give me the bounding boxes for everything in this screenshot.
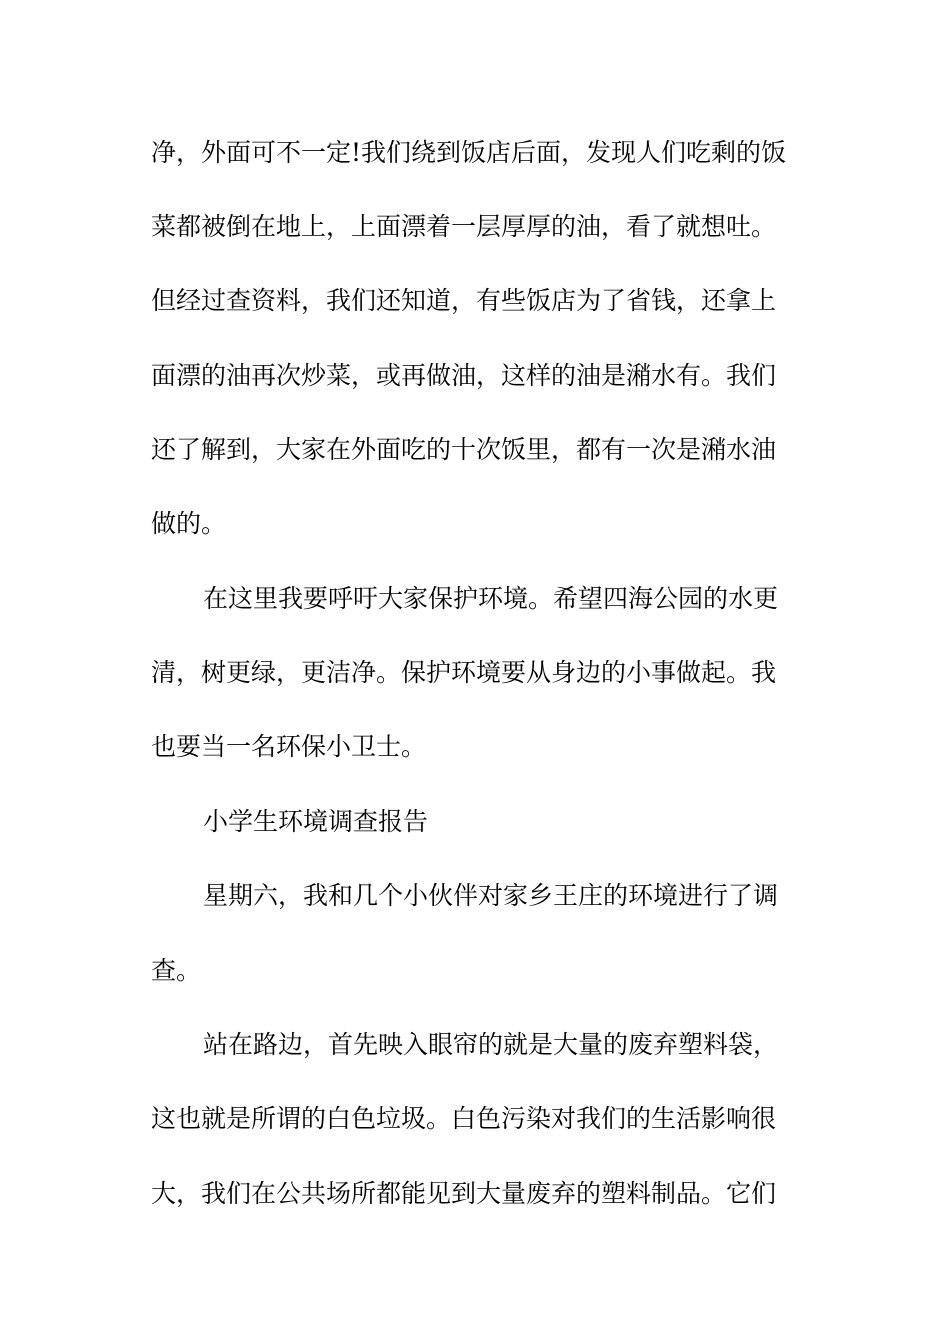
text-line: 菜都被倒在地上，上面漂着一层厚厚的油，看了就想吐。 xyxy=(151,212,777,241)
section-heading: 小学生环境调查报告 xyxy=(203,807,429,836)
text-line: 大，我们在公共场所都能见到大量废弃的塑料制品。它们 xyxy=(151,1179,777,1208)
paragraph-first-line: 在这里我要呼吁大家保护环境。希望四海公园的水更 xyxy=(203,584,779,613)
text-line: 也要当一名环保小卫士。 xyxy=(151,732,427,761)
text-line: 查。 xyxy=(151,956,202,985)
text-line: 还了解到，大家在外面吃的十次饭里，都有一次是潲水油 xyxy=(151,435,777,464)
text-line: 净，外面可不一定!我们绕到饭店后面，发现人们吃剩的饭 xyxy=(151,138,787,167)
text-line: 清，树更绿，更洁净。保护环境要从身边的小事做起。我 xyxy=(151,658,777,687)
text-line: 面漂的油再次炒菜，或再做油，这样的油是潲水有。我们 xyxy=(151,361,777,390)
paragraph-first-line: 星期六，我和几个小伙伴对家乡王庄的环境进行了调 xyxy=(203,881,779,910)
paragraph-first-line: 站在路边，首先映入眼帘的就是大量的废弃塑料袋， xyxy=(203,1030,779,1059)
text-line: 做的。 xyxy=(151,509,227,538)
text-line: 但经过查资料，我们还知道，有些饭店为了省钱，还拿上 xyxy=(151,286,777,315)
text-line: 这也就是所谓的白色垃圾。白色污染对我们的生活影响很 xyxy=(151,1104,777,1133)
